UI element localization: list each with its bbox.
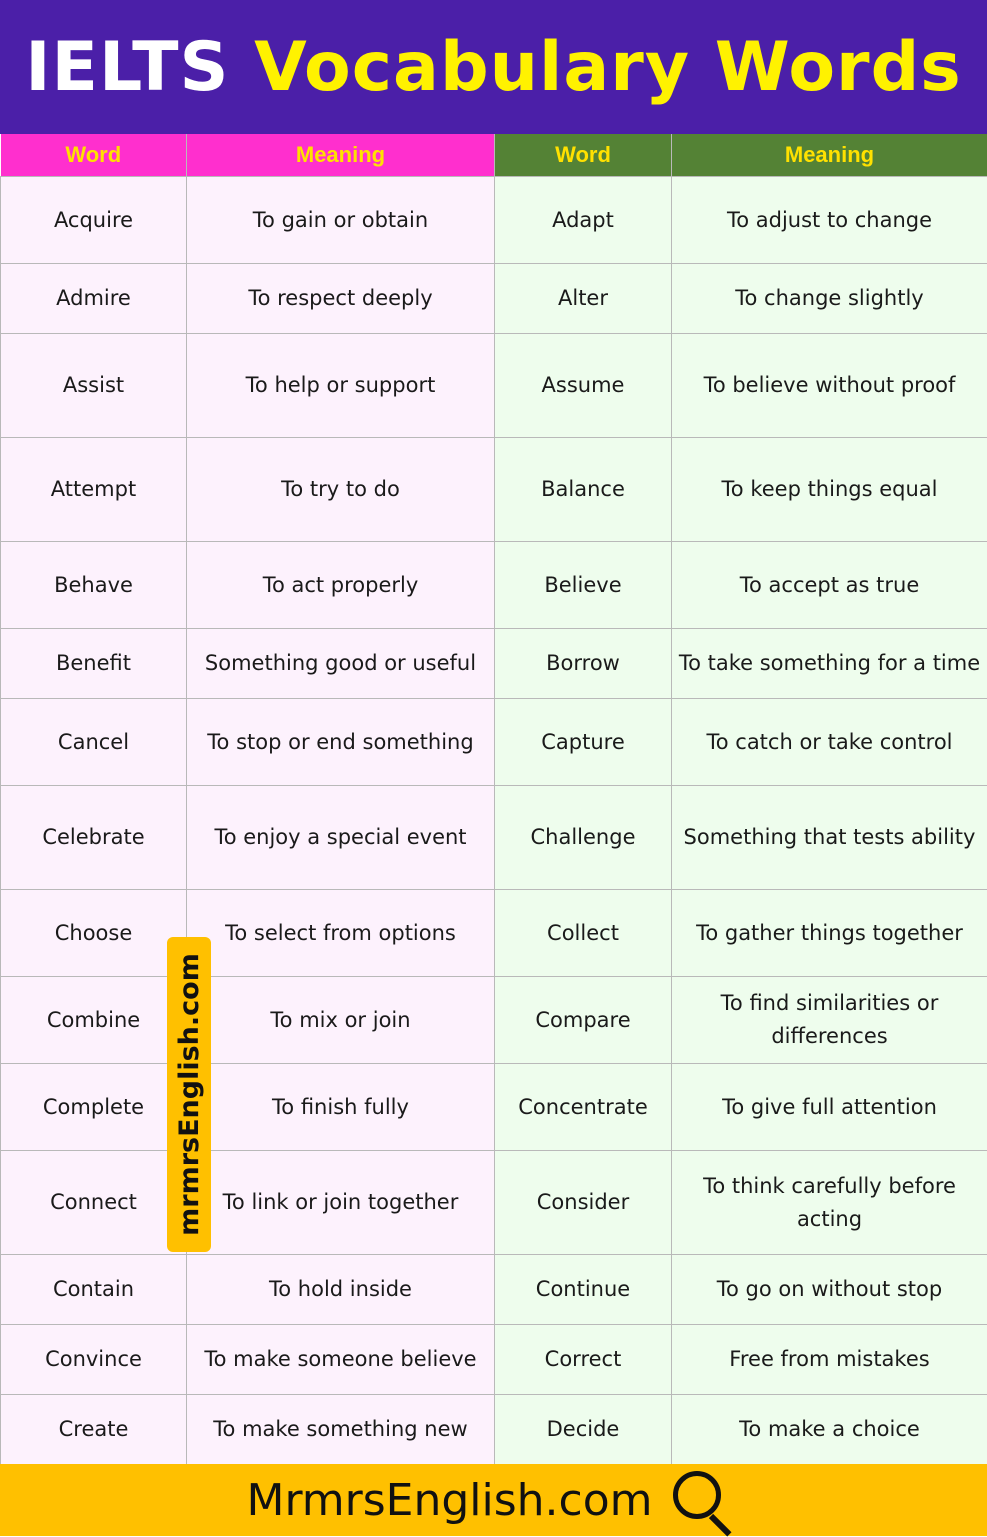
- cell-word-left: Convince: [1, 1325, 187, 1395]
- cell-meaning-right: To find similarities or differences: [672, 977, 987, 1064]
- cell-word-left: Behave: [1, 542, 187, 629]
- cell-meaning-left: To mix or join: [187, 977, 495, 1064]
- footer-banner: [0, 1464, 987, 1536]
- cell-word-right: Consider: [495, 1151, 672, 1255]
- cell-word-right: Adapt: [495, 177, 672, 264]
- table-row: [1, 890, 987, 977]
- vocabulary-table: [0, 134, 987, 1465]
- cell-meaning-right: Free from mistakes: [672, 1325, 987, 1395]
- watermark-badge: [167, 937, 211, 1252]
- cell-word-left: Contain: [1, 1255, 187, 1325]
- table-row: [1, 629, 987, 699]
- cell-meaning-left: To hold inside: [187, 1255, 495, 1325]
- cell-word-right: Capture: [495, 699, 672, 786]
- cell-word-left: Attempt: [1, 438, 187, 542]
- cell-word-right: Continue: [495, 1255, 672, 1325]
- cell-meaning-left: To select from options: [187, 890, 495, 977]
- cell-meaning-right: To change slightly: [672, 264, 987, 334]
- cell-meaning-right: Something that tests ability: [672, 786, 987, 890]
- table-row: [1, 264, 987, 334]
- cell-meaning-right: To think carefully before acting: [672, 1151, 987, 1255]
- table-row: [1, 1151, 987, 1255]
- watermark-text: mrmrsEnglish.com: [174, 953, 205, 1236]
- table-row: [1, 334, 987, 438]
- cell-word-right: Challenge: [495, 786, 672, 890]
- cell-meaning-left: To act properly: [187, 542, 495, 629]
- table-row: [1, 1255, 987, 1325]
- cell-meaning-left: To link or join together: [187, 1151, 495, 1255]
- cell-meaning-right: To believe without proof: [672, 334, 987, 438]
- table-body: [1, 177, 987, 1465]
- cell-meaning-right: To take something for a time: [672, 629, 987, 699]
- cell-word-left: Cancel: [1, 699, 187, 786]
- cell-meaning-right: To adjust to change: [672, 177, 987, 264]
- column-header-word-left: Word: [1, 134, 187, 177]
- cell-word-left: Assist: [1, 334, 187, 438]
- column-header-meaning-right: Meaning: [672, 134, 987, 177]
- cell-meaning-left: To gain or obtain: [187, 177, 495, 264]
- cell-meaning-right: To give full attention: [672, 1064, 987, 1151]
- table-row: [1, 699, 987, 786]
- cell-meaning-left: To respect deeply: [187, 264, 495, 334]
- cell-meaning-left: To stop or end something: [187, 699, 495, 786]
- cell-meaning-right: To make a choice: [672, 1395, 987, 1465]
- cell-word-left: Connect: [1, 1151, 187, 1255]
- cell-meaning-right: To gather things together: [672, 890, 987, 977]
- title-part-vocabulary-words: Vocabulary Words: [254, 28, 962, 107]
- table-row: [1, 438, 987, 542]
- page-title: [25, 28, 962, 107]
- cell-meaning-left: To try to do: [187, 438, 495, 542]
- cell-word-right: Decide: [495, 1395, 672, 1465]
- title-part-ielts: IELTS: [25, 28, 229, 107]
- cell-meaning-left: To enjoy a special event: [187, 786, 495, 890]
- column-header-word-right: Word: [495, 134, 672, 177]
- cell-word-right: Correct: [495, 1325, 672, 1395]
- cell-meaning-right: To go on without stop: [672, 1255, 987, 1325]
- cell-word-right: Borrow: [495, 629, 672, 699]
- cell-word-right: Balance: [495, 438, 672, 542]
- table-row: [1, 977, 987, 1064]
- column-header-meaning-left: Meaning: [187, 134, 495, 177]
- cell-word-left: Celebrate: [1, 786, 187, 890]
- cell-word-right: Believe: [495, 542, 672, 629]
- cell-meaning-left: To help or support: [187, 334, 495, 438]
- cell-word-right: Alter: [495, 264, 672, 334]
- footer-site-name: MrmrsEnglish.com: [247, 1475, 653, 1526]
- cell-word-right: Compare: [495, 977, 672, 1064]
- cell-word-right: Collect: [495, 890, 672, 977]
- table-row: [1, 177, 987, 264]
- table-row: [1, 542, 987, 629]
- cell-word-left: Combine: [1, 977, 187, 1064]
- cell-meaning-right: To catch or take control: [672, 699, 987, 786]
- search-icon: [671, 1469, 741, 1531]
- cell-word-left: Admire: [1, 264, 187, 334]
- cell-meaning-right: To accept as true: [672, 542, 987, 629]
- header-banner: [0, 0, 987, 134]
- cell-word-left: Complete: [1, 1064, 187, 1151]
- table-row: [1, 786, 987, 890]
- table-row: [1, 1395, 987, 1465]
- table-row: [1, 1325, 987, 1395]
- cell-meaning-right: To keep things equal: [672, 438, 987, 542]
- cell-meaning-left: Something good or useful: [187, 629, 495, 699]
- cell-word-left: Benefit: [1, 629, 187, 699]
- cell-meaning-left: To finish fully: [187, 1064, 495, 1151]
- cell-word-left: Acquire: [1, 177, 187, 264]
- cell-word-left: Create: [1, 1395, 187, 1465]
- cell-word-left: Choose: [1, 890, 187, 977]
- table-row: [1, 1064, 987, 1151]
- cell-word-right: Concentrate: [495, 1064, 672, 1151]
- cell-meaning-left: To make something new: [187, 1395, 495, 1465]
- table-header-row: [1, 134, 987, 177]
- cell-meaning-left: To make someone believe: [187, 1325, 495, 1395]
- cell-word-right: Assume: [495, 334, 672, 438]
